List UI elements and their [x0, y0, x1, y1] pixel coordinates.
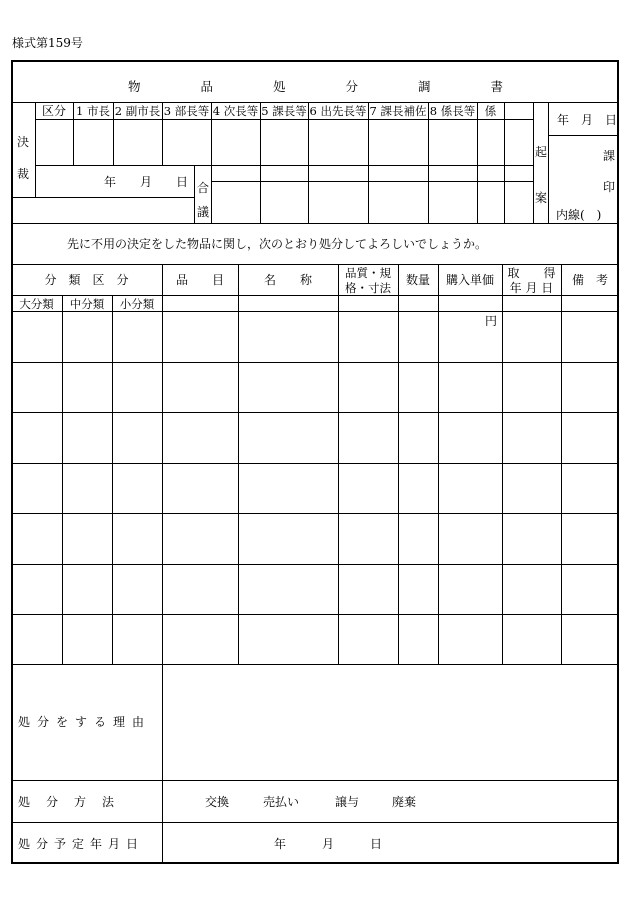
kian-label: 起案	[535, 145, 548, 205]
rule	[438, 264, 439, 664]
role-director: 3 部長等	[163, 104, 210, 118]
major-class-header: 大分類	[19, 297, 54, 311]
acquired-header-1: 取 得	[507, 266, 556, 280]
remarks-header: 備 考	[571, 273, 608, 287]
rule	[338, 264, 339, 664]
section-label: 課	[603, 149, 616, 163]
rule	[504, 102, 505, 223]
rule	[238, 264, 239, 664]
category-label: 区分	[41, 104, 66, 118]
rule	[533, 102, 534, 223]
mid-class-header: 中分類	[69, 297, 105, 311]
rule	[260, 102, 261, 223]
rule	[368, 102, 369, 223]
method-sale: 売払い	[263, 795, 300, 809]
role-staff: 係	[484, 104, 497, 118]
schedule-label: 処分予定年月日	[18, 837, 145, 851]
item-header: 品 目	[175, 273, 224, 287]
rule	[35, 119, 533, 120]
yen-unit: 円	[485, 314, 498, 328]
rule	[11, 311, 619, 312]
rule	[62, 295, 63, 664]
rule	[11, 564, 619, 565]
rule	[11, 264, 619, 265]
method-transfer: 譲与	[335, 795, 360, 809]
role-section-chief: 5 課長等	[261, 104, 307, 118]
method-label: 処 分 方 法	[18, 795, 117, 809]
rule	[398, 264, 399, 664]
extension-label: 内線( )	[556, 208, 602, 222]
role-deputy-director: 4 次長等	[212, 104, 259, 118]
method-disposal: 廃棄	[392, 795, 417, 809]
rule	[11, 614, 619, 615]
rule	[11, 412, 619, 413]
rule	[11, 102, 619, 103]
role-branch-chief: 6 出先長等	[309, 104, 367, 118]
name-header: 名 称	[263, 273, 312, 287]
rule	[11, 822, 619, 823]
rule	[11, 513, 619, 514]
role-assistant-chief: 7 課長補佐	[369, 104, 427, 118]
rule	[477, 102, 478, 223]
rule	[211, 102, 212, 223]
rule	[11, 197, 194, 198]
reason-label: 処分をする理由	[18, 715, 152, 729]
consult-label: 合議	[197, 181, 210, 219]
role-deputy-mayor: 2 副市長	[114, 104, 161, 118]
rule	[11, 295, 619, 296]
rule	[502, 264, 503, 664]
quantity-header: 数量	[405, 273, 430, 287]
rule	[561, 264, 562, 664]
seal-label: 印	[603, 180, 616, 194]
rule	[11, 362, 619, 363]
price-header: 購入単価	[445, 273, 494, 287]
rule	[548, 135, 619, 136]
rule	[428, 102, 429, 223]
rule	[35, 165, 533, 166]
rule	[11, 780, 619, 781]
quality-header-1: 品質・規	[345, 266, 391, 280]
rule	[308, 102, 309, 223]
rule	[11, 223, 619, 224]
method-exchange: 交換	[205, 795, 230, 809]
minor-class-header: 小分類	[119, 297, 155, 311]
rule	[11, 463, 619, 464]
acquired-header-2: 年 月 日	[509, 281, 554, 295]
rule	[11, 664, 619, 665]
classification-header: 分 類 区 分	[44, 273, 129, 287]
rule	[112, 295, 113, 664]
rule	[162, 264, 163, 864]
role-mayor: 1 市長	[76, 104, 110, 118]
form-title: 物品処分調書	[127, 79, 563, 94]
statement-text: 先に不用の決定をした物品に関し，次のとおり処分してよろしいでしょうか。	[67, 237, 488, 251]
form-number: 様式第159号	[12, 36, 83, 50]
rule	[548, 102, 549, 223]
kian-date: 年 月 日	[557, 113, 618, 127]
schedule-date: 年 月 日	[274, 837, 383, 851]
role-sub-chief: 8 係長等	[429, 104, 476, 118]
rule	[194, 165, 195, 223]
quality-header-2: 格・寸法	[345, 281, 391, 295]
decision-label: 決裁	[17, 135, 30, 181]
approval-date: 年 月 日	[104, 175, 189, 189]
